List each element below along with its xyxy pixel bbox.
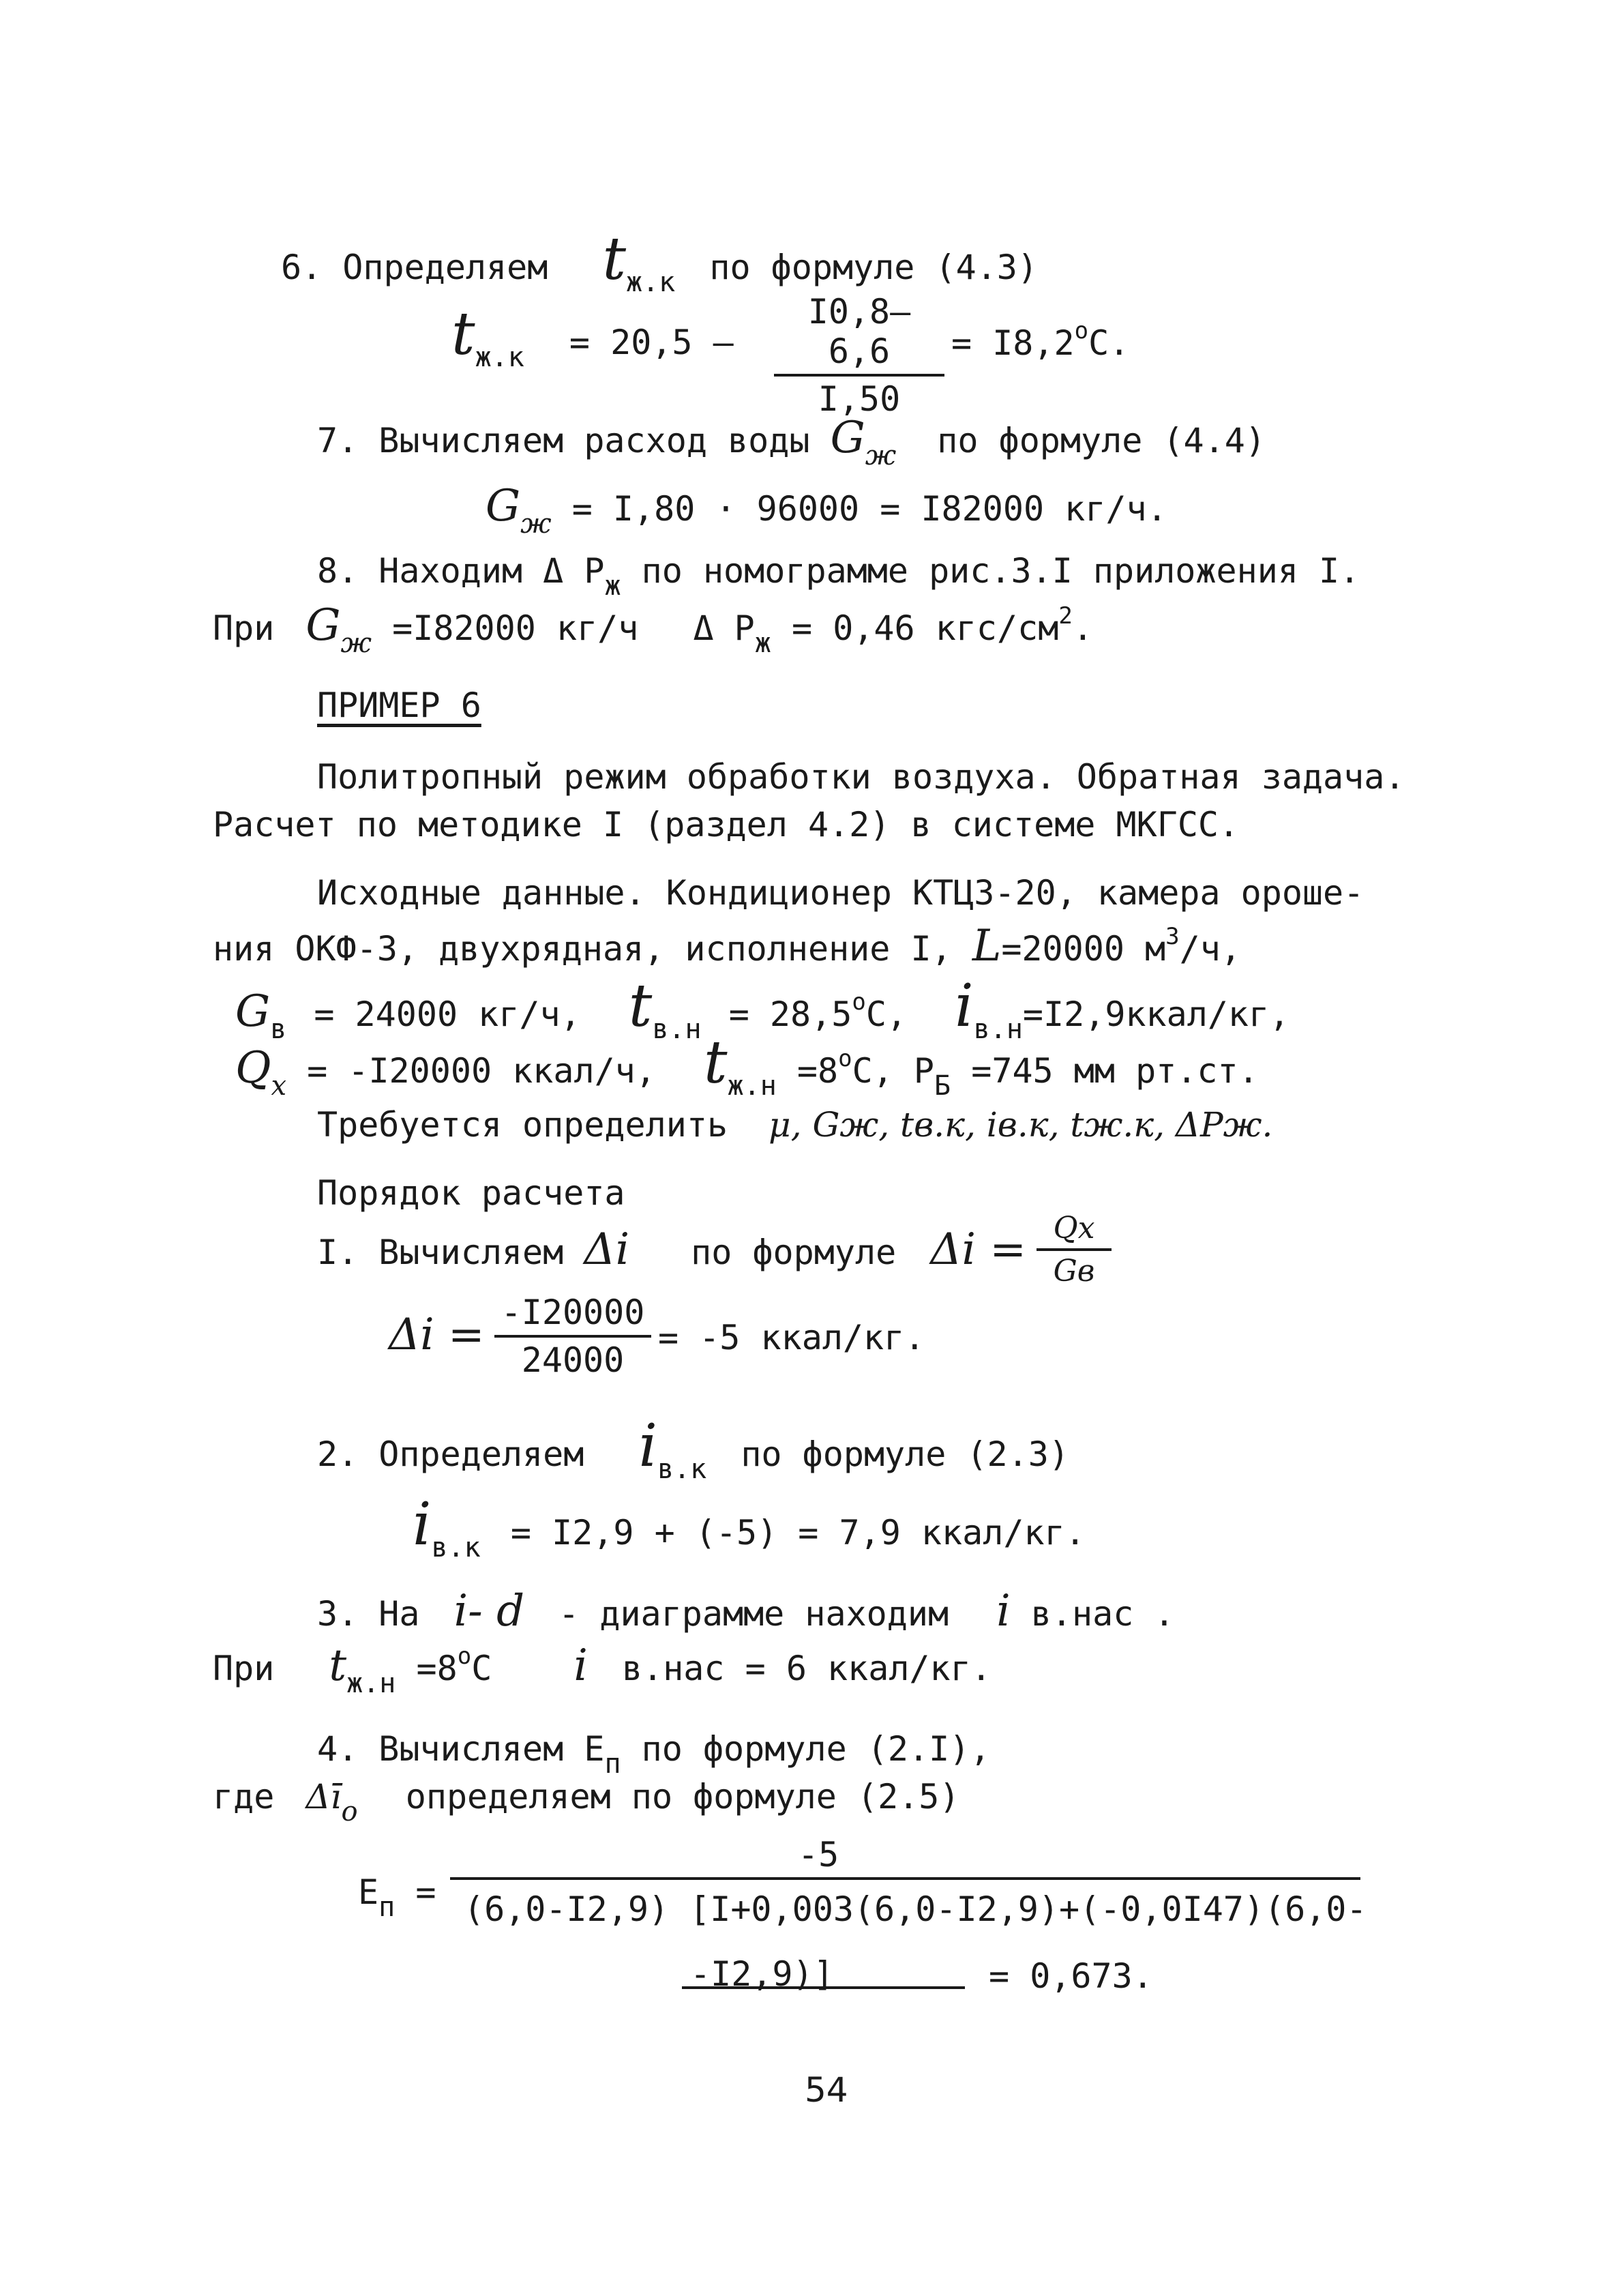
step6-line (281, 225, 1038, 298)
step7-eq-symbol: G (486, 481, 521, 531)
calc3-line2-symbol2: i (573, 1640, 588, 1691)
calc1-intro: I. Вычисляем (317, 1233, 564, 1272)
calc4-line1-a: 4. Вычисляем Е (317, 1729, 605, 1769)
step8-line2-end: . (1072, 608, 1093, 648)
calc3-line2-a: При (213, 1649, 275, 1688)
calc3-line2-c: С (471, 1649, 492, 1688)
example-data-line2-sup: 3 (1165, 923, 1180, 950)
example-data-line3-sup: о (852, 988, 866, 1016)
step8-line2-c: Δ Р (693, 608, 755, 648)
step6-eq-symbol: t (451, 300, 475, 368)
calc1-eq-lhs (389, 1310, 485, 1360)
step6-result (951, 317, 1129, 363)
step7-tail: по формуле (4.4) (937, 421, 1266, 460)
example-required-label: Требуется определить (317, 1105, 728, 1145)
example-required (317, 1105, 1272, 1145)
example-data-line2-b: =20000 м (1001, 929, 1166, 969)
example-para1-line2: Расчет по методике I (раздел 4.2) в системе МКГСС. (213, 805, 1240, 844)
step7-eq-rest: = I,80 · 96000 = I82000 кг/ч. (571, 489, 1167, 529)
example-data-line4-b: =8 (796, 1051, 839, 1091)
example-heading: ПРИМЕР 6 (317, 686, 481, 725)
calc1-tail: по формуле (691, 1233, 897, 1272)
example-data-line2 (213, 921, 1241, 971)
calc4-result: = 0,673. (989, 1956, 1153, 1996)
step7-intro: 7. Вычисляем расход воды (317, 421, 810, 460)
step8-line1-b: по номограмме рис.3.I приложения I. (641, 551, 1360, 591)
example-data-line4 (235, 1029, 1259, 1102)
calc4-denominator-line1: (6,0-I2,9) [I+0,003(6,0-I2,9)+(-0,0I47)(6,0- (464, 1889, 1367, 1929)
example-data-line4-symbol1: Q (235, 1043, 271, 1093)
calc3-line2-d: в.нас = 6 ккал/кг. (622, 1649, 992, 1688)
step6-result-sup: о (1074, 317, 1089, 344)
step7-symbol-sub: ж (865, 440, 897, 471)
example-data-line2-a: ния ОКФ-3, двухрядная, исполнение I, (213, 929, 952, 969)
calc4-fraction-bar (450, 1877, 1360, 1880)
calc4-line1-b: по формуле (2.I), (641, 1729, 991, 1769)
example-para1-line1: Политропный режим обработки воздуха. Обратная задача. (317, 757, 1405, 797)
calc3-line2-symbol: t (329, 1640, 347, 1691)
step6-fraction-num: I0,8–6,6 (774, 292, 944, 377)
calc4-lhs-sub: п (378, 1892, 396, 1923)
calc3-line1 (317, 1586, 1175, 1636)
example-data-line4-sup: о (838, 1045, 852, 1072)
step6-fraction (774, 292, 944, 419)
calc3-line2 (213, 1640, 992, 1699)
step7-line (317, 413, 1266, 471)
example-data-line4-c: С, Р (852, 1051, 935, 1091)
step6-fraction-den: I,50 (818, 379, 901, 419)
calc2-equation (413, 1490, 1086, 1563)
calc1-symbol: Δi (584, 1224, 630, 1275)
example-data-line3-symbol1: G (235, 986, 271, 1037)
example-data-line4-d: =745 мм рт.ст. (971, 1051, 1259, 1091)
calc4-numerator: -5 (798, 1835, 839, 1874)
step6-tail: по формуле (4.3) (709, 248, 1039, 287)
calc2-eq-symbol-sub: в.к (431, 1532, 481, 1563)
calc1-eq-fraction (494, 1293, 651, 1380)
example-data-line3-d: =I2,9ккал/кг, (1022, 995, 1290, 1034)
calc1-eq-rest: = -5 ккал/кг. (658, 1318, 925, 1357)
calc4-lhs (358, 1872, 436, 1923)
calc4-line2-a: где (213, 1777, 275, 1816)
calc3-line2-sub: ж.н (346, 1668, 396, 1699)
calc1-formula-lhs: Δi = (930, 1224, 1026, 1275)
calc3-line1-b: - диаграмме находим (558, 1594, 949, 1634)
example-required-list: μ, Gж, tв.к, iв.к, tж.к, ΔРж. (769, 1105, 1273, 1145)
calc1-formula-fraction (1037, 1211, 1112, 1289)
step6-result-value: = I8,2 (951, 323, 1075, 363)
calc4-line1 (317, 1729, 990, 1780)
example-data-line4-sub3: Б (934, 1070, 951, 1102)
step7-eq-symbol-sub: ж (520, 508, 552, 540)
example-data-line2-symbol: L (972, 921, 1002, 971)
step8-line1-a: 8. Находим Δ Р (317, 551, 605, 591)
step8-line2-c-sub: ж (754, 628, 771, 659)
example-data-line3-c: С, (865, 995, 908, 1034)
calc4-lhs-e: Е (358, 1872, 379, 1912)
example-data-line3-sub1: в (270, 1014, 287, 1045)
calc4-line1-sub: п (604, 1748, 621, 1780)
step6-result-unit: С. (1088, 323, 1130, 363)
step8-line2-sup: 2 (1058, 602, 1073, 630)
calc3-line1-a: 3. На (317, 1594, 420, 1634)
example-data-line3-symbol3: i (955, 972, 974, 1040)
calc2-eq-rest: = I2,9 + (-5) = 7,9 ккал/кг. (510, 1513, 1086, 1552)
calc1-eq-num: -I20000 (494, 1293, 651, 1338)
example-data-line3-a: = 24000 кг/ч, (314, 995, 581, 1034)
calc1-formula-den: Gв (1053, 1254, 1095, 1289)
example-data-line3-b: = 28,5 (728, 995, 852, 1034)
example-data-line3-sub3: в.н (973, 1014, 1023, 1045)
example-data-line4-symbol2: t (704, 1029, 728, 1097)
calc3-line1-symbol: i- d (453, 1586, 525, 1636)
calc4-line2 (213, 1777, 960, 1827)
calc3-line1-symbol2: i (996, 1586, 1011, 1636)
calc4-denominator-bar (682, 1986, 965, 1989)
step8-line1-sub: ж (604, 570, 621, 602)
step6-eq-lhs: = 20,5 – (569, 323, 734, 362)
example-data-line4-sub2: ж.н (727, 1070, 777, 1102)
calc3-line1-c: в.нас . (1030, 1594, 1175, 1634)
example-data-line3-symbol2: t (628, 972, 653, 1040)
step8-line2-symbol-sub: ж (340, 628, 372, 659)
calc4-denominator-line2: -I2,9)] (690, 1954, 834, 1994)
step6-symbol-sub: ж.к (626, 267, 676, 298)
calc2-tail: по формуле (2.3) (741, 1434, 1069, 1474)
page-number: 54 (805, 2070, 848, 2110)
calc3-line2-b: =8 (416, 1649, 458, 1688)
step8-line2-symbol: G (305, 600, 341, 651)
calc1-line (317, 1224, 1026, 1275)
step8-line2-a: При (213, 608, 275, 648)
calc1-formula-num: Qх (1037, 1211, 1112, 1251)
calc2-eq-symbol: i (413, 1490, 432, 1559)
example-data-line4-a: = -I20000 ккал/ч, (307, 1051, 656, 1091)
calc3-line2-sup: о (457, 1643, 472, 1670)
step7-symbol: G (830, 413, 865, 463)
calc2-symbol: i (638, 1412, 657, 1480)
step6-symbol: t (602, 225, 627, 293)
step8-line2-d: = 0,46 кгс/см (791, 608, 1059, 648)
step8-line2 (213, 600, 1093, 659)
calc4-line2-symbol: Δī (305, 1777, 342, 1816)
calc2-symbol-sub: в.к (657, 1454, 707, 1485)
calc1-eq-den: 24000 (521, 1340, 625, 1380)
step7-equation (486, 481, 1167, 540)
example-data-line1: Исходные данные. Кондиционер КТЦ3-20, камера ороше- (317, 873, 1365, 913)
calc2-line (317, 1412, 1069, 1485)
step6-intro: 6. Определяем (281, 248, 548, 287)
step6-eq-symbol-sub: ж.к (475, 342, 524, 373)
calc4-line2-sub: о (341, 1796, 358, 1827)
example-data-line3-sub2: в.н (652, 1014, 702, 1045)
calc4-lhs-eq: = (415, 1872, 436, 1912)
calc1-eq-lhs-text: Δi = (389, 1310, 485, 1360)
calc4-line2-b: определяем по формуле (2.5) (405, 1777, 960, 1816)
example-data-line2-c: /ч, (1179, 929, 1241, 969)
example-order: Порядок расчета (317, 1173, 625, 1213)
example-data-line4-sub1: х (271, 1070, 287, 1102)
step8-line1 (317, 551, 1360, 602)
step8-line2-b: =I82000 кг/ч (392, 608, 639, 648)
step6-equation (451, 300, 734, 373)
calc2-intro: 2. Определяем (317, 1434, 584, 1474)
